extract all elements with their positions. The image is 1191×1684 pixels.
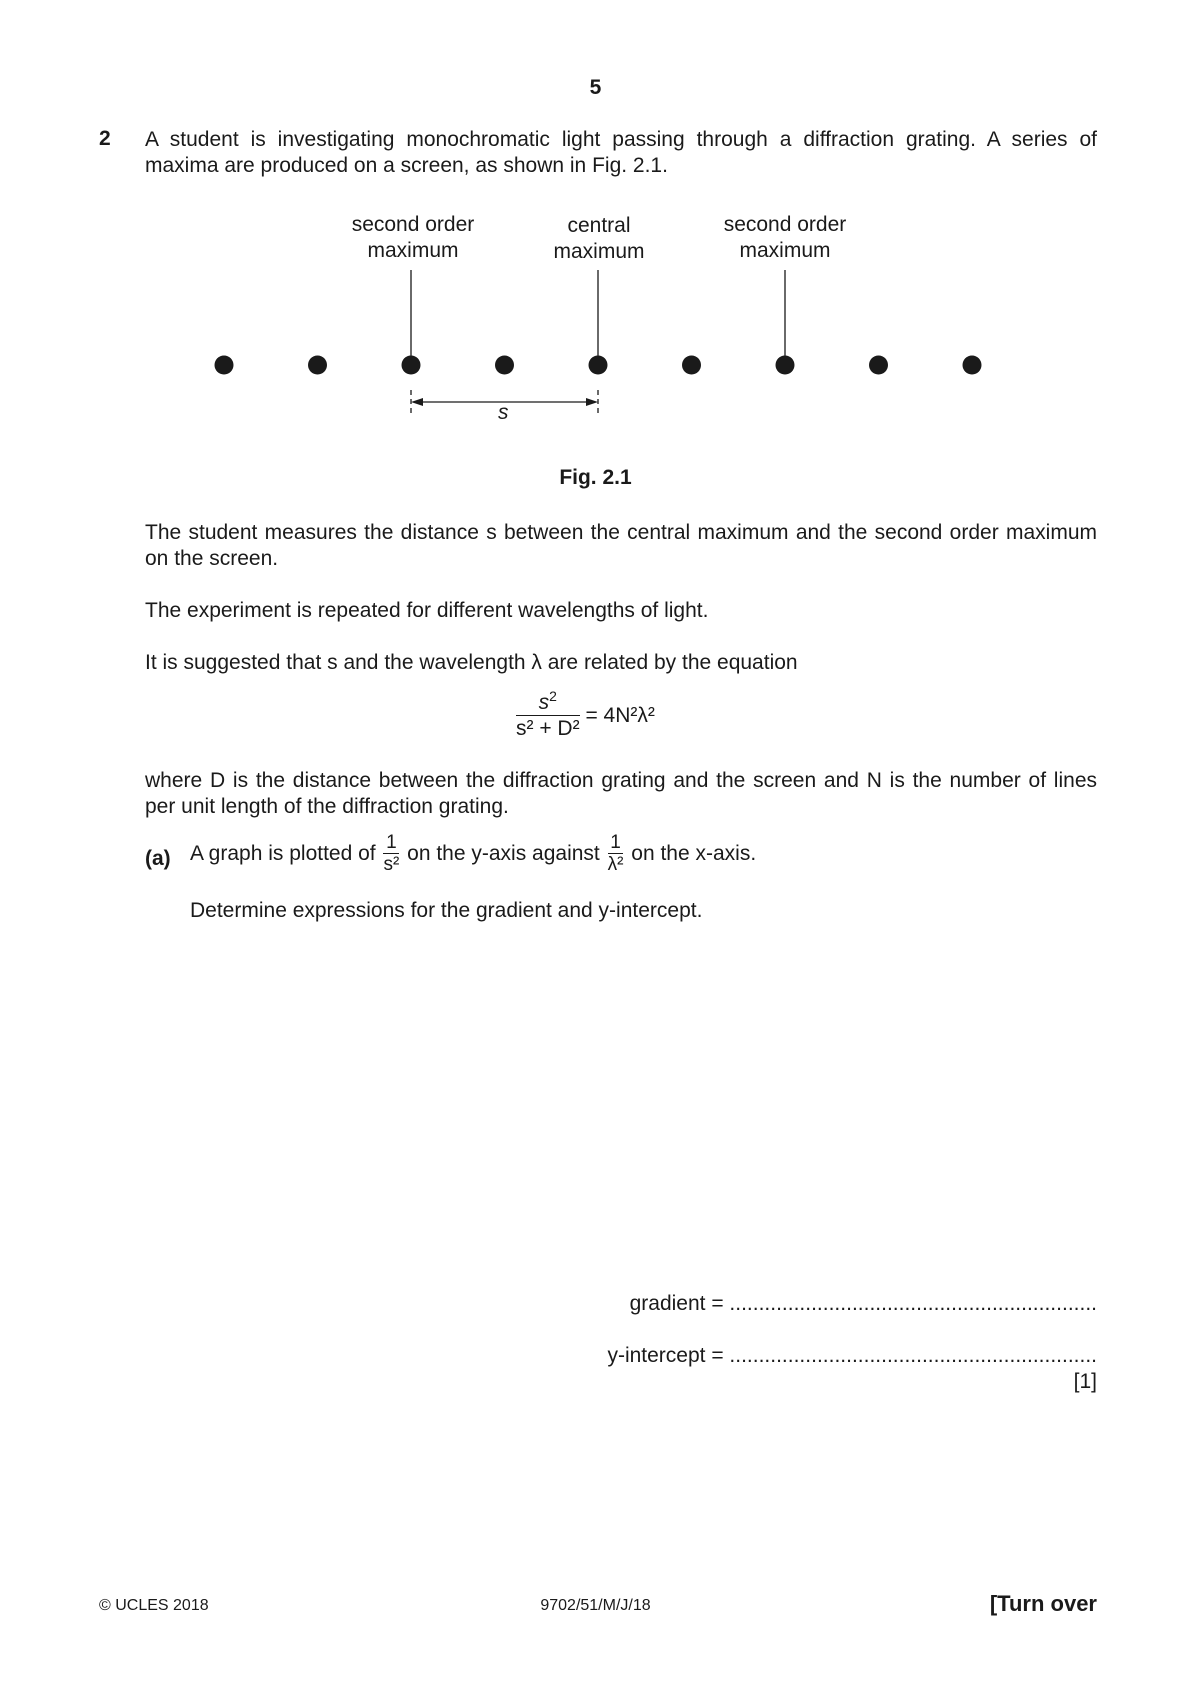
part-a-text-1: A graph is plotted of: [190, 842, 376, 866]
frac1-denominator: s²: [383, 854, 400, 875]
equation: [516, 688, 655, 742]
footer-code: 9702/51/M/J/18: [540, 1597, 651, 1614]
frac2-denominator: λ²: [607, 854, 624, 875]
arrowhead-left: [411, 398, 423, 406]
question-intro: A student is investigating monochromatic light passing through a diffraction grating. A series of maxima are produced on a screen, as shown in Fig. 2.1.: [145, 128, 1097, 177]
maximum-dot: [682, 356, 701, 375]
maximum-dot: [215, 356, 234, 375]
part-a-label: (a): [145, 847, 171, 870]
text-suggest: It is suggested that s and the wavelength λ are related by the equation: [145, 651, 798, 674]
label-left-line2: maximum: [367, 239, 459, 262]
fraction-one-over-s-squared: [383, 833, 399, 876]
maximum-dot: [589, 356, 608, 375]
equation-denominator: s² + D²: [516, 717, 580, 740]
intercept-answer-line[interactable]: y-intercept = ...............................................................: [607, 1344, 1097, 1367]
part-a-text-2: on the y-axis against: [407, 842, 600, 866]
dimension-label-s: s: [498, 401, 509, 424]
label-center-line2: maximum: [553, 240, 645, 263]
diffraction-figure: [0, 0, 1191, 460]
equation-fraction: [516, 688, 580, 742]
frac2-numerator: 1: [608, 833, 624, 854]
equation-numerator: $s^2$: [516, 691, 580, 716]
frac1-numerator: 1: [383, 833, 399, 854]
text-measure: The student measures the distance s between the central maximum and the second order maximum on the screen.: [145, 521, 1097, 570]
gradient-answer-line[interactable]: gradient = ...............................................................: [629, 1292, 1097, 1315]
part-a-text-3: on the x-axis.: [631, 842, 757, 866]
maximum-dot: [495, 356, 514, 375]
footer-copyright: © UCLES 2018: [99, 1597, 209, 1614]
marks-allocation: [1]: [1073, 1370, 1097, 1393]
maximum-dot: [402, 356, 421, 375]
fraction-one-over-lambda-squared: [608, 833, 624, 876]
label-center-line1: central: [567, 214, 631, 237]
maximum-dot: [776, 356, 795, 375]
part-a-instruction: Determine expressions for the gradient and y-intercept.: [190, 899, 703, 922]
maximum-dot: [963, 356, 982, 375]
label-right-line1: second order: [723, 213, 847, 236]
label-right-line2: maximum: [739, 239, 831, 262]
equation-rhs: = 4N²λ²: [585, 704, 655, 728]
label-left-line1: second order: [351, 213, 475, 236]
part-a-statement: [190, 833, 756, 876]
maximum-dot: [869, 356, 888, 375]
figure-caption: Fig. 2.1: [559, 466, 632, 489]
turn-over: [Turn over: [989, 1591, 1097, 1616]
arrowhead-right: [586, 398, 598, 406]
text-where: where D is the distance between the diffraction grating and the screen and N is the number of lines per unit length of the diffraction grating.: [145, 769, 1097, 818]
text-repeat: The experiment is repeated for different wavelengths of light.: [145, 599, 709, 622]
maximum-dot: [308, 356, 327, 375]
question-number: 2: [99, 127, 111, 150]
page-number: 5: [589, 76, 602, 99]
